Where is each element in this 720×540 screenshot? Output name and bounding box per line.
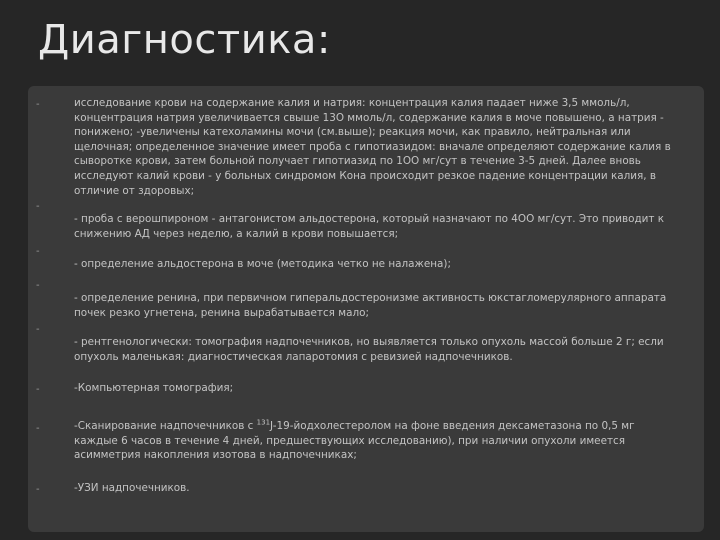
list-item: -УЗИ надпочечников. xyxy=(74,482,190,494)
bullet-marker: - xyxy=(36,423,40,434)
slide-title: Диагностика: xyxy=(38,17,331,63)
bullet-marker: - xyxy=(36,280,40,291)
bullet-marker: - xyxy=(36,201,40,212)
bullet-marker: - xyxy=(36,384,40,395)
list-item xyxy=(74,419,674,463)
list-item: -Компьютерная томография; xyxy=(74,382,234,394)
list-item-text-after: J-19-йодхолестеролом на фоне введения дексаметазона по 0,5 мг каждые 6 часов в течение 4 дней, предшествующих исследованию), при наличии опухоли имеется асимметрия накопления изотова в надпочечниках; xyxy=(74,420,635,462)
list-item: - проба с верошпироном - антагонистом альдостерона, который назначают по 4ОО мг/сут. Это приводит к снижению АД через неделю, а калий в крови повышается; xyxy=(74,213,665,240)
list-item: исследование крови на содержание калия и натрия: концентрация калия падает ниже 3,5 ммоль/л, концентрация натрия увеличивается свыше 13О ммоль/л, содержание калия в моче повышено, а натрия - понижено; -увеличены катехоламины мочи (см.выше); реакция мочи, как правило, нейтральная или щелочная; определенное значение имеет проба с гипотиазидом: вначале определяют содержание калия в сыворотке крови, затем больной получает гипотиазид по 1ОО мг/сут в течение 3-5 дней. Далее вновь исследуют калий крови - у больных синдромом Кона происходит резкое падение концентрации калия, в отличие от здоровых; xyxy=(74,97,671,197)
list-item: - определение альдостерона в моче (методика четко не налажена); xyxy=(74,258,451,270)
list-item: - рентгенологически: томография надпочечников, но выявляется только опухоль массой больше 2 г; если опухоль маленькая: диагностическая лапаротомия с ревизией надпочечников. xyxy=(74,336,664,363)
isotope-superscript: 131 xyxy=(256,418,271,427)
list-item: - определение ренина, при первичном гиперальдостеронизме активность юкстагломерулярного аппарата почек резко угнетена, ренина вырабатывается мало; xyxy=(74,292,667,319)
bullet-marker: - xyxy=(36,324,40,335)
list-item-text-before: -Сканирование надпочечников с xyxy=(74,420,257,432)
bullet-marker: - xyxy=(36,246,40,257)
bullet-marker: - xyxy=(36,99,40,110)
bullet-marker: - xyxy=(36,484,40,495)
